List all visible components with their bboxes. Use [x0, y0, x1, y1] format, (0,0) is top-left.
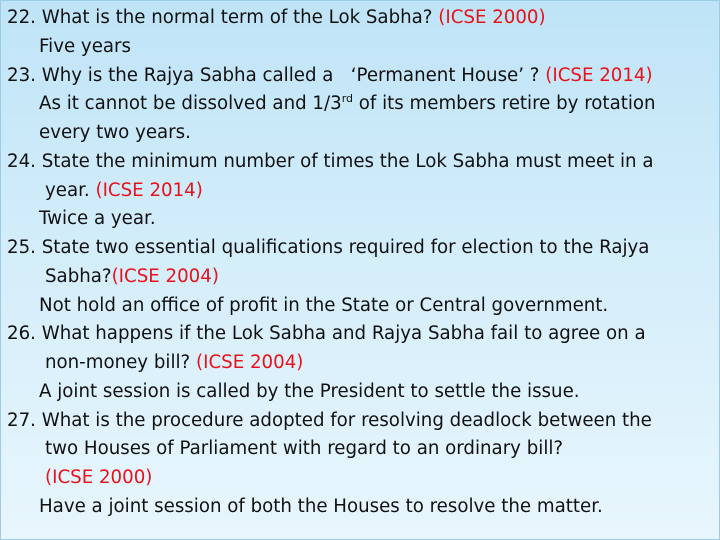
question-list — [7, 4, 719, 522]
question-22-text: 22. What is the normal term of the Lok Sabha? — [7, 7, 439, 28]
question-25-text-cont: Sabha? — [45, 265, 112, 287]
answer-25: Not hold an office of profit in the State or Central government. — [39, 294, 609, 316]
answer-23-part1: As it cannot be dissolved and 1/3 — [39, 93, 342, 115]
answer-27: Have a joint session of both the Houses to resolve the matter. — [39, 495, 603, 517]
question-25-source: (ICSE 2004) — [111, 265, 219, 287]
question-22-source: (ICSE 2000) — [438, 7, 546, 28]
question-27: 27. What is the procedure adopted for resolving deadlock between the — [7, 409, 652, 431]
question-26-text-cont: non-money bill? — [45, 352, 196, 373]
answer-26: A joint session is called by the President to settle the issue. — [39, 380, 580, 402]
answer-24: Twice a year. — [39, 208, 156, 230]
answer-23-superscript: rd — [341, 92, 354, 106]
question-23-text: 23. Why is the Rajya Sabha called a ‘Permanent House’ ? — [7, 64, 546, 86]
question-25-cont — [7, 263, 719, 292]
question-23 — [7, 62, 719, 91]
answer-23-line2: every two years. — [39, 122, 191, 143]
question-27-source: (ICSE 2000) — [45, 467, 153, 488]
question-26-source: (ICSE 2004) — [196, 352, 304, 373]
question-24-text-cont: year. — [45, 179, 96, 201]
question-25: 25. State two essential qualifications required for election to the Rajya — [7, 237, 650, 258]
question-23-source: (ICSE 2014) — [545, 64, 653, 86]
question-24-cont — [7, 177, 719, 206]
question-24-source: (ICSE 2014) — [95, 179, 203, 201]
question-24: 24. State the minimum number of times the Lok Sabha must meet in a — [7, 150, 654, 172]
question-26-cont — [7, 349, 719, 378]
answer-23 — [7, 90, 719, 119]
answer-22: Five years — [39, 35, 131, 57]
answer-23-part2: of its members retire by rotation — [353, 93, 656, 115]
question-27-cont: two Houses of Parliament with regard to an ordinary bill? — [45, 438, 564, 460]
question-26: 26. What happens if the Lok Sabha and Rajya Sabha fail to agree on a — [7, 323, 646, 345]
question-22 — [7, 4, 719, 33]
